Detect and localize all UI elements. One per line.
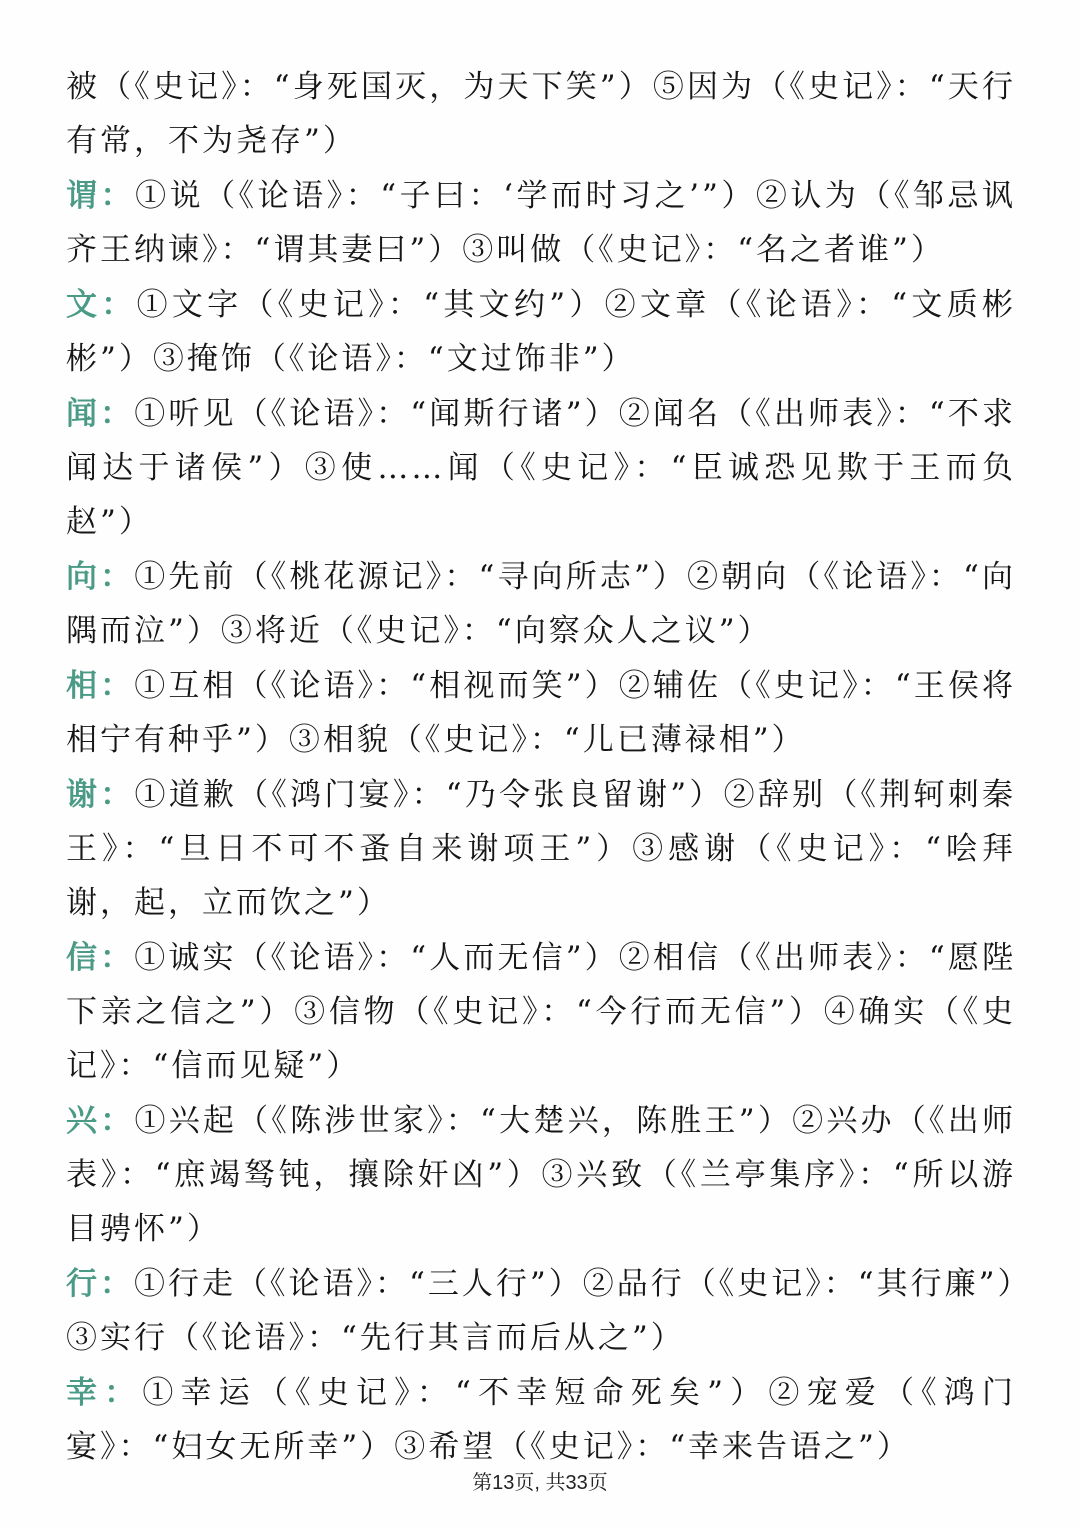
entry-text: ①行走（《论语》：“三人行”）②品行（《史记》：“其行廉”）③实行（《论语》：“先行其言而后从之”） bbox=[66, 1266, 1017, 1356]
entry-head: 行 bbox=[66, 1266, 101, 1302]
entry-head-separator: ： bbox=[100, 178, 136, 214]
entry-xing-rise bbox=[66, 1094, 1016, 1256]
entry-text: ①先前（《桃花源记》：“寻向所志”）②朝向（《论语》：“向隅而泣”）③将近（《史记》：“向察众人之议”） bbox=[66, 559, 1017, 649]
entry-head-separator: ： bbox=[100, 668, 135, 704]
entry-text: ①听见（《论语》：“闻斯行诸”）②闻名（《出师表》：“不求闻达于诸侯”）③使……闻（《史记》：“臣诚恐见欺于王而负赵”） bbox=[66, 396, 1017, 540]
entry-head-separator: ： bbox=[100, 559, 135, 595]
entry-xiang-toward bbox=[66, 550, 1016, 658]
entry-head: 闻 bbox=[66, 396, 101, 432]
entry-xie bbox=[66, 768, 1016, 930]
entry-wen bbox=[66, 278, 1016, 386]
entry-xing-fortune bbox=[66, 1366, 1016, 1474]
entry-head-separator: ： bbox=[101, 287, 137, 323]
entry-head-separator: ： bbox=[100, 1103, 135, 1139]
entry-wei bbox=[66, 169, 1016, 277]
entry-head: 兴 bbox=[66, 1103, 101, 1139]
entry-wen-hear bbox=[66, 387, 1016, 549]
entry-head: 文 bbox=[66, 287, 102, 323]
entry-head-separator: ： bbox=[100, 1266, 135, 1302]
entry-head-separator: ： bbox=[104, 1375, 143, 1411]
page-number: 第13页, 共33页 bbox=[472, 1472, 608, 1494]
entry-text: ①说（《论语》：“子曰：‘学而时习之’”）②认为（《邹忌讽齐王纳谏》：“谓其妻曰”）③叫做（《史记》：“名之者谁”） bbox=[66, 178, 1017, 268]
entry-xiang-mutual bbox=[66, 659, 1016, 767]
entry-text: 被（《史记》：“身死国灭，为天下笑”）⑤因为（《史记》：“天行有常，不为尧存”） bbox=[66, 69, 1016, 159]
entry-head: 相 bbox=[66, 668, 101, 704]
entry-text: ①互相（《论语》：“相视而笑”）②辅佐（《史记》：“王侯将相宁有种乎”）③相貌（《史记》：“儿已薄禄相”） bbox=[66, 668, 1017, 758]
entry-list bbox=[66, 60, 1016, 1475]
entry-continuation bbox=[66, 60, 1016, 168]
entry-text: ①兴起（《陈涉世家》：“大楚兴，陈胜王”）②兴办（《出师表》：“庶竭驽钝，攘除奸凶”）③兴致（《兰亭集序》：“所以游目骋怀”） bbox=[66, 1103, 1016, 1247]
entry-head: 向 bbox=[66, 559, 101, 595]
entry-text: ①道歉（《鸿门宴》：“乃令张良留谢”）②辞别（《荆轲刺秦王》：“旦日不可不蚤自来谢项王”）③感谢（《史记》：“哙拜谢，起，立而饮之”） bbox=[66, 777, 1016, 921]
entry-xin bbox=[66, 931, 1016, 1093]
entry-head-separator: ： bbox=[100, 777, 135, 813]
entry-text: ①文字（《史记》：“其文约”）②文章（《论语》：“文质彬彬”）③掩饰（《论语》：“文过饰非”） bbox=[66, 287, 1017, 377]
entry-head: 信 bbox=[66, 940, 101, 976]
entry-text: ①幸运（《史记》：“不幸短命死矣”）②宠爱（《鸿门宴》：“妇女无所幸”）③希望（《史记》：“幸来告语之”） bbox=[66, 1375, 1016, 1465]
entry-head: 谓 bbox=[66, 178, 101, 214]
entry-head-separator: ： bbox=[100, 396, 135, 432]
entry-head: 谢 bbox=[66, 777, 101, 813]
entry-text: ①诚实（《论语》：“人而无信”）②相信（《出师表》：“愿陛下亲之信之”）③信物（《史记》：“今行而无信”）④确实（《史记》：“信而见疑”） bbox=[66, 940, 1017, 1084]
entry-head: 幸 bbox=[66, 1375, 105, 1411]
entry-head-separator: ： bbox=[100, 940, 135, 976]
entry-xing-walk bbox=[66, 1257, 1016, 1365]
